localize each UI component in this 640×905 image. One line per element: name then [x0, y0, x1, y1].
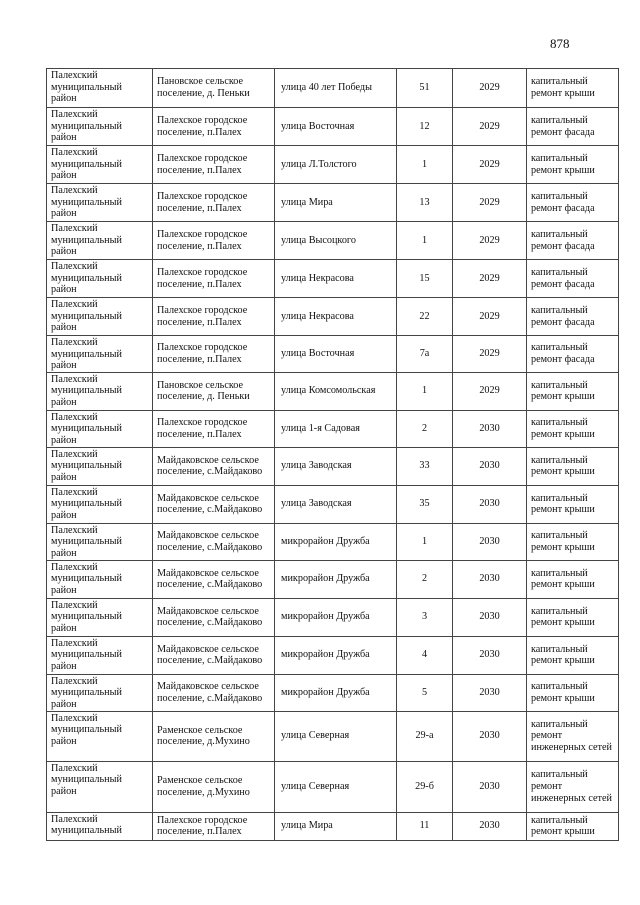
work-type-cell: капитальный ремонт фасада: [527, 108, 619, 146]
year-cell: 2029: [453, 108, 527, 146]
work-type-cell: капитальный ремонт крыши: [527, 812, 619, 840]
house-number-cell: 22: [397, 298, 453, 336]
street-cell: улица 1-я Садовая: [275, 410, 397, 447]
work-type-cell: капитальный ремонт крыши: [527, 598, 619, 636]
table-row: [47, 298, 619, 336]
house-number-cell: 33: [397, 447, 453, 485]
work-type-cell: капитальный ремонт крыши: [527, 447, 619, 485]
year-cell: 2029: [453, 146, 527, 184]
house-number-cell: 2: [397, 560, 453, 598]
work-type-cell: капитальный ремонт фасада: [527, 184, 619, 222]
settlement-cell: Палехское городское поселение, п.Палех: [153, 298, 275, 336]
repair-schedule-table: [46, 68, 619, 841]
table-row: [47, 711, 619, 761]
year-cell: 2030: [453, 711, 527, 761]
house-number-cell: 51: [397, 69, 453, 108]
house-number-cell: 2: [397, 410, 453, 447]
table-row: [47, 260, 619, 298]
street-cell: улица 40 лет Победы: [275, 69, 397, 108]
work-type-cell: капитальный ремонт фасада: [527, 222, 619, 260]
work-type-cell: капитальный ремонт крыши: [527, 69, 619, 108]
work-type-cell: капитальный ремонт крыши: [527, 372, 619, 410]
street-cell: улица Высоцкого: [275, 222, 397, 260]
street-cell: улица Мира: [275, 184, 397, 222]
year-cell: 2030: [453, 761, 527, 812]
table-row: [47, 636, 619, 674]
settlement-cell: Майдаковское сельское поселение, с.Майдаково: [153, 674, 275, 711]
district-cell: Палехский муниципальный район: [47, 222, 153, 260]
settlement-cell: Майдаковское сельское поселение, с.Майдаково: [153, 636, 275, 674]
work-type-cell: капитальный ремонт инженерных сетей: [527, 761, 619, 812]
settlement-cell: Палехское городское поселение, п.Палех: [153, 410, 275, 447]
district-cell: Палехский муниципальный район: [47, 410, 153, 447]
district-cell: Палехский муниципальный район: [47, 674, 153, 711]
district-cell: Палехский муниципальный район: [47, 146, 153, 184]
house-number-cell: 29-б: [397, 761, 453, 812]
table-row: [47, 598, 619, 636]
table-row: [47, 523, 619, 560]
house-number-cell: 1: [397, 523, 453, 560]
table-row: [47, 761, 619, 812]
year-cell: 2030: [453, 447, 527, 485]
house-number-cell: 15: [397, 260, 453, 298]
year-cell: 2029: [453, 222, 527, 260]
street-cell: микрорайон Дружба: [275, 598, 397, 636]
street-cell: улица Мира: [275, 812, 397, 840]
settlement-cell: Раменское сельское поселение, д.Мухино: [153, 761, 275, 812]
work-type-cell: капитальный ремонт крыши: [527, 674, 619, 711]
work-type-cell: капитальный ремонт крыши: [527, 410, 619, 447]
district-cell: Палехский муниципальный район: [47, 761, 153, 812]
street-cell: улица Некрасова: [275, 260, 397, 298]
table-row: [47, 410, 619, 447]
table-row: [47, 674, 619, 711]
year-cell: 2030: [453, 598, 527, 636]
district-cell: Палехский муниципальный район: [47, 372, 153, 410]
house-number-cell: 11: [397, 812, 453, 840]
district-cell: Палехский муниципальный район: [47, 298, 153, 336]
table-body: [47, 69, 619, 841]
house-number-cell: 4: [397, 636, 453, 674]
year-cell: 2030: [453, 523, 527, 560]
year-cell: 2030: [453, 812, 527, 840]
street-cell: микрорайон Дружба: [275, 674, 397, 711]
district-cell: Палехский муниципальный район: [47, 184, 153, 222]
table-row: [47, 560, 619, 598]
house-number-cell: 3: [397, 598, 453, 636]
settlement-cell: Палехское городское поселение, п.Палех: [153, 812, 275, 840]
work-type-cell: капитальный ремонт фасада: [527, 298, 619, 336]
table-row: [47, 485, 619, 523]
house-number-cell: 1: [397, 222, 453, 260]
street-cell: микрорайон Дружба: [275, 560, 397, 598]
district-cell: Палехский муниципальный район: [47, 485, 153, 523]
settlement-cell: Пановское сельское поселение, д. Пеньки: [153, 372, 275, 410]
year-cell: 2029: [453, 298, 527, 336]
year-cell: 2030: [453, 674, 527, 711]
settlement-cell: Палехское городское поселение, п.Палех: [153, 146, 275, 184]
street-cell: улица Л.Толстого: [275, 146, 397, 184]
year-cell: 2029: [453, 372, 527, 410]
settlement-cell: Майдаковское сельское поселение, с.Майдаково: [153, 447, 275, 485]
year-cell: 2030: [453, 636, 527, 674]
district-cell: Палехский муниципальный район: [47, 108, 153, 146]
year-cell: 2029: [453, 69, 527, 108]
table-row: [47, 812, 619, 840]
page-number: 878: [550, 36, 570, 51]
table-row: [47, 184, 619, 222]
settlement-cell: Майдаковское сельское поселение, с.Майдаково: [153, 485, 275, 523]
street-cell: улица Некрасова: [275, 298, 397, 336]
work-type-cell: капитальный ремонт фасада: [527, 260, 619, 298]
district-cell: Палехский муниципальный район: [47, 336, 153, 373]
street-cell: микрорайон Дружба: [275, 636, 397, 674]
settlement-cell: Палехское городское поселение, п.Палех: [153, 184, 275, 222]
work-type-cell: капитальный ремонт фасада: [527, 336, 619, 373]
settlement-cell: Майдаковское сельское поселение, с.Майдаково: [153, 598, 275, 636]
district-cell: Палехский муниципальный район: [47, 447, 153, 485]
street-cell: улица Заводская: [275, 447, 397, 485]
house-number-cell: 1: [397, 372, 453, 410]
street-cell: улица Заводская: [275, 485, 397, 523]
district-cell: Палехский муниципальный район: [47, 598, 153, 636]
table-row: [47, 372, 619, 410]
district-cell: Палехский муниципальный район: [47, 260, 153, 298]
street-cell: улица Восточная: [275, 336, 397, 373]
table-row: [47, 447, 619, 485]
work-type-cell: капитальный ремонт крыши: [527, 146, 619, 184]
table-row: [47, 146, 619, 184]
settlement-cell: Палехское городское поселение, п.Палех: [153, 336, 275, 373]
year-cell: 2029: [453, 184, 527, 222]
street-cell: микрорайон Дружба: [275, 523, 397, 560]
house-number-cell: 29-а: [397, 711, 453, 761]
house-number-cell: 7а: [397, 336, 453, 373]
street-cell: улица Восточная: [275, 108, 397, 146]
house-number-cell: 35: [397, 485, 453, 523]
street-cell: улица Северная: [275, 711, 397, 761]
year-cell: 2029: [453, 260, 527, 298]
work-type-cell: капитальный ремонт крыши: [527, 636, 619, 674]
house-number-cell: 5: [397, 674, 453, 711]
table-row: [47, 69, 619, 108]
settlement-cell: Раменское сельское поселение, д.Мухино: [153, 711, 275, 761]
district-cell: Палехский муниципальный район: [47, 523, 153, 560]
table-row: [47, 108, 619, 146]
street-cell: улица Комсомольская: [275, 372, 397, 410]
year-cell: 2030: [453, 410, 527, 447]
street-cell: улица Северная: [275, 761, 397, 812]
settlement-cell: Майдаковское сельское поселение, с.Майдаково: [153, 523, 275, 560]
settlement-cell: Майдаковское сельское поселение, с.Майдаково: [153, 560, 275, 598]
year-cell: 2029: [453, 336, 527, 373]
settlement-cell: Палехское городское поселение, п.Палех: [153, 260, 275, 298]
district-cell: Палехский муниципальный район: [47, 69, 153, 108]
district-cell: Палехский муниципальный район: [47, 560, 153, 598]
settlement-cell: Пановское сельское поселение, д. Пеньки: [153, 69, 275, 108]
house-number-cell: 1: [397, 146, 453, 184]
year-cell: 2030: [453, 485, 527, 523]
district-cell: Палехский муниципальный район: [47, 711, 153, 761]
house-number-cell: 12: [397, 108, 453, 146]
settlement-cell: Палехское городское поселение, п.Палех: [153, 222, 275, 260]
table-row: [47, 336, 619, 373]
work-type-cell: капитальный ремонт крыши: [527, 560, 619, 598]
work-type-cell: капитальный ремонт крыши: [527, 523, 619, 560]
work-type-cell: капитальный ремонт крыши: [527, 485, 619, 523]
house-number-cell: 13: [397, 184, 453, 222]
district-cell: Палехский муниципальный район: [47, 636, 153, 674]
year-cell: 2030: [453, 560, 527, 598]
settlement-cell: Палехское городское поселение, п.Палех: [153, 108, 275, 146]
table-row: [47, 222, 619, 260]
work-type-cell: капитальный ремонт инженерных сетей: [527, 711, 619, 761]
district-cell: Палехский муниципальный: [47, 812, 153, 840]
